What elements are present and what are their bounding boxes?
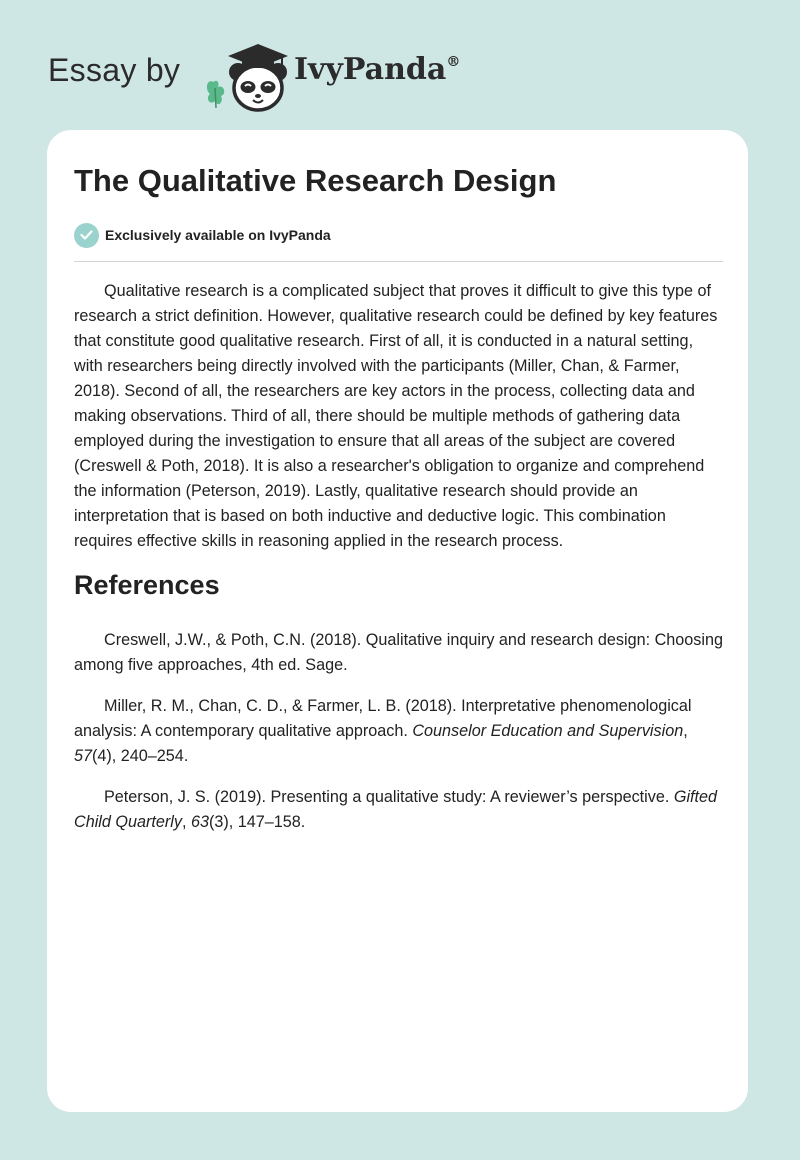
badge-label: Exclusively available on IvyPanda <box>105 227 331 243</box>
references-list <box>74 628 723 851</box>
reference-item: Miller, R. M., Chan, C. D., & Farmer, L. B. (2018). Interpretative phenomenological analysis: A contemporary qualitative approach. Counselor Education and Supervision, 57(4), 240–254. <box>74 697 692 765</box>
essay-card <box>47 130 748 1112</box>
brand-name[interactable]: IvyPanda® <box>294 52 461 87</box>
references-heading: References <box>74 570 220 600</box>
check-icon <box>74 223 99 248</box>
brand-prefix: Essay by <box>48 52 181 88</box>
panda-graduate-icon[interactable] <box>202 38 302 114</box>
registered-mark: ® <box>446 54 461 70</box>
journal-title: Gifted Child Quarterly <box>74 788 718 831</box>
exclusive-badge <box>74 222 331 248</box>
journal-volume: 63 <box>190 813 209 831</box>
reference-item: Creswell, J.W., & Poth, C.N. (2018). Qualitative inquiry and research design: Choosing among five approaches, 4th ed. Sage. <box>74 631 724 674</box>
brand-header <box>48 32 508 112</box>
divider <box>74 261 723 262</box>
journal-title: Counselor Education and Supervision <box>412 722 684 740</box>
essay-body: Qualitative research is a complicated subject that proves it difficult to give this type of research a strict definition. However, qualitative research could be defined by key features that constitute good qualitative research. First of all, it is conducted in a natural setting, with researchers being directly involved with the participants (Miller, Chan, & Farmer, 2018). Second of all, the researchers are key actors in the process, collecting data and making observations. Third of all, there should be multiple methods of gathering data employed during the investigation to ensure that all areas of the subject are covered (Creswell & Poth, 2018). It is also a researcher's obligation to organize and comprehend the information (Peterson, 2019). Lastly, qualitative research should provide an interpretation that is based on both inductive and deductive logic. This combination requires effective skills in reasoning applied in the research process. <box>74 282 718 550</box>
reference-item: Peterson, J. S. (2019). Presenting a qualitative study: A reviewer’s perspective. Gifted Child Quarterly, 63(3), 147–158. <box>74 788 718 831</box>
page-title: The Qualitative Research Design <box>74 163 557 198</box>
journal-volume: 57 <box>74 747 93 765</box>
